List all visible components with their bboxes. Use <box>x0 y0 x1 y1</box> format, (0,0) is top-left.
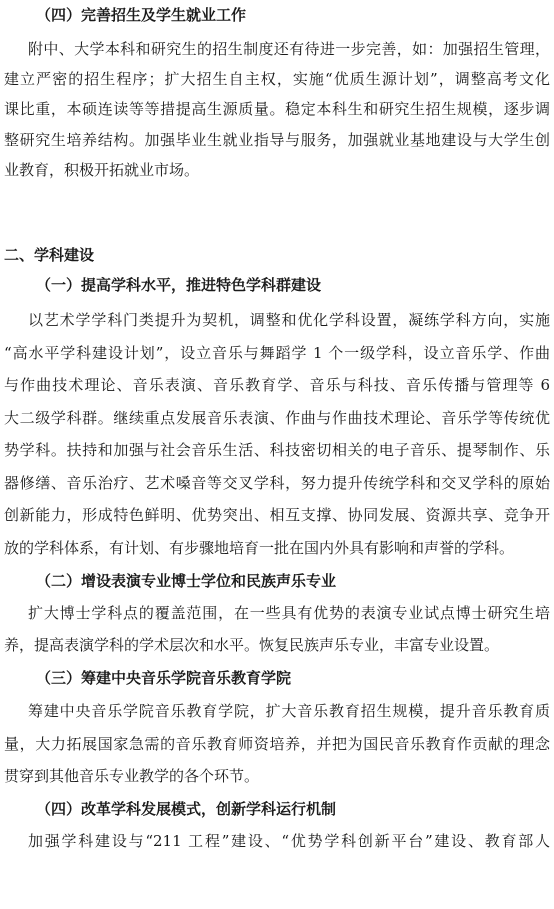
subsection-heading: （一）提高学科水平，推进特色学科群建设 <box>36 276 322 294</box>
paragraph-line: “高水平学科建设计划”，设立音乐与舞蹈学 1 个一级学科，设立音乐学、作曲 <box>4 344 550 362</box>
paragraph-line: 养，提高表演学科的学术层次和水平。恢复民族声乐专业，丰富专业设置。 <box>4 636 500 654</box>
paragraph-line: 放的学科体系，有计划、有步骤地培育一批在国内外具有影响和声誉的学科。 <box>4 539 515 557</box>
paragraph-line: 附中、大学本科和研究生的招生制度还有待进一步完善，如：加强招生管理， <box>28 40 550 58</box>
paragraph-line: 课比重，本硕连读等等措提高生源质量。稳定本科生和研究生招生规模，逐步调 <box>4 100 550 118</box>
subsection-heading: （四）改革学科发展模式，创新学科运行机制 <box>36 800 337 818</box>
section-heading: 二、学科建设 <box>4 246 95 264</box>
paragraph-line: 以艺术学学科门类提升为契机，调整和优化学科设置，凝练学科方向，实施 <box>28 311 550 329</box>
paragraph-line: 贯穿到其他音乐专业教学的各个环节。 <box>4 767 260 785</box>
paragraph-line: 创新能力，形成特色鲜明、优势突出、相互支撑、协同发展、资源共享、竞争开 <box>4 506 550 524</box>
paragraph-line: 扩大博士学科点的覆盖范围，在一些具有优势的表演专业试点博士研究生培 <box>28 604 550 622</box>
paragraph-line: 与作曲技术理论、音乐表演、音乐教育学、音乐与科技、音乐传播与管理等 6 <box>4 376 550 394</box>
paragraph-line: 器修缮、音乐治疗、艺术嗓音等交叉学科，努力提升传统学科和交叉学科的原始 <box>4 474 550 492</box>
paragraph-line: 大二级学科群。继续重点发展音乐表演、作曲与作曲技术理论、音乐学等传统优 <box>4 409 550 427</box>
subsection-heading: （四）完善招生及学生就业工作 <box>36 6 247 24</box>
paragraph-line: 量，大力拓展国家急需的音乐教育师资培养，并把为国民音乐教育作贡献的理念 <box>4 735 550 753</box>
paragraph-line: 整研究生培养结构。加强毕业生就业指导与服务，加强就业基地建设与大学生创 <box>4 131 550 149</box>
subsection-heading: （二）增设表演专业博士学位和民族声乐专业 <box>36 572 337 590</box>
paragraph-line: 业教育，积极开拓就业市场。 <box>4 161 200 179</box>
paragraph-line: 加强学科建设与“211 工程”建设、“优势学科创新平台”建设、教育部人 <box>28 832 550 850</box>
paragraph-line: 势学科。扶持和加强与社会音乐生活、科技密切相关的电子音乐、提琴制作、乐 <box>4 441 550 459</box>
subsection-heading: （三）筹建中央音乐学院音乐教育学院 <box>36 669 292 687</box>
paragraph-line: 筹建中央音乐学院音乐教育学院，扩大音乐教育招生规模，提升音乐教育质 <box>28 702 550 720</box>
paragraph-line: 建立严密的招生程序；扩大招生自主权，实施“优质生源计划”，调整高考文化 <box>4 70 550 88</box>
